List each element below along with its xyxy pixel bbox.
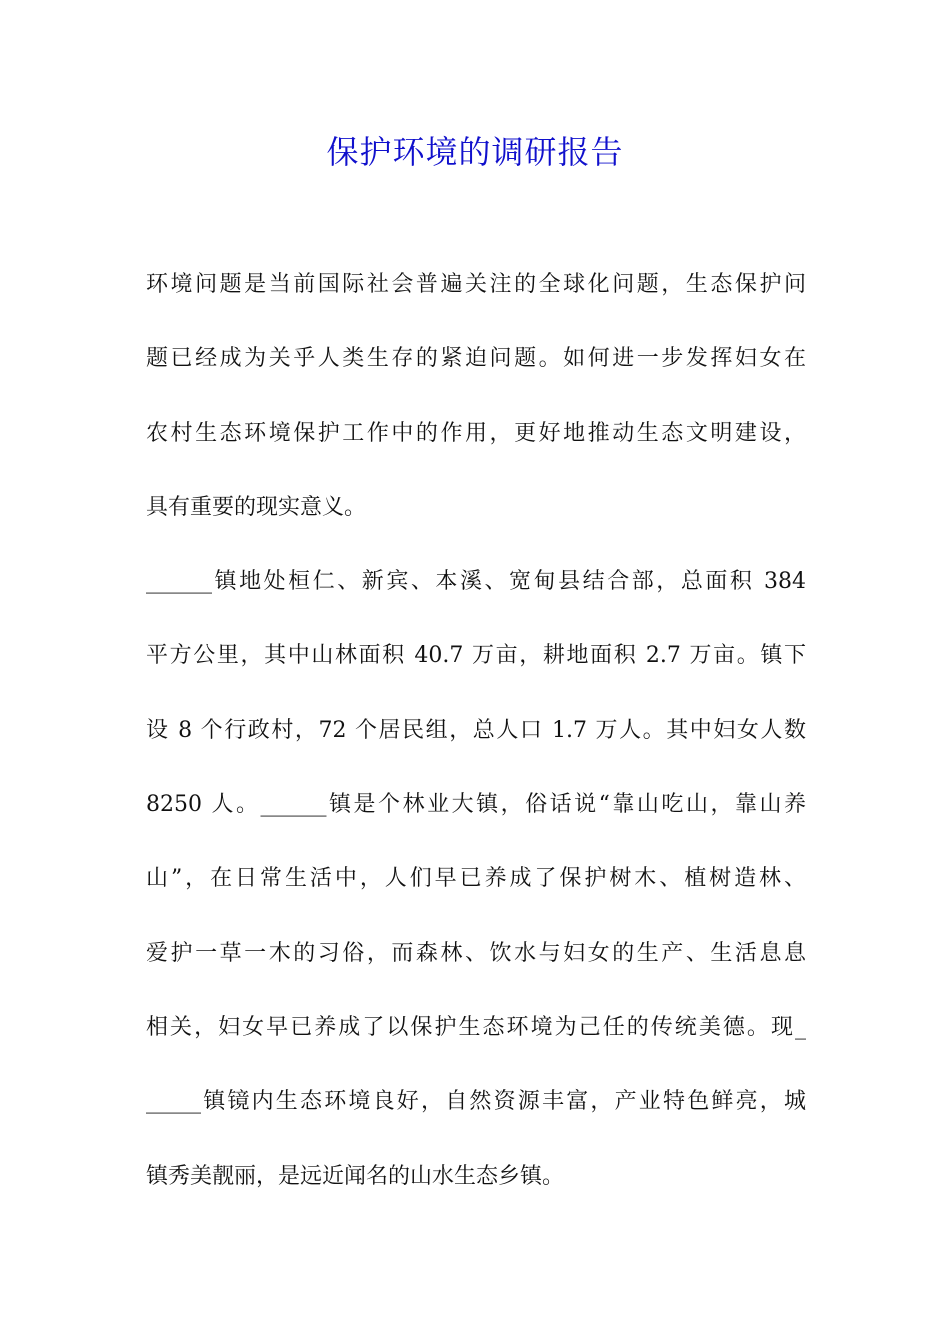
paragraph-line: _____镇镜内生态环境良好，自然资源丰富，产业特色鲜亮，城 xyxy=(146,1089,806,1115)
paragraph-line: 环境问题是当前国际社会普遍关注的全球化问题，生态保护问 xyxy=(146,272,806,297)
document-title: 保护环境的调研报告 xyxy=(326,133,624,171)
paragraph-line: 题已经成为关乎人类生存的紧迫问题。如何进一步发挥妇女在 xyxy=(146,346,806,372)
paragraph-line: 平方公里，其中山林面积 40.7 万亩，耕地面积 2.7 万亩。镇下 xyxy=(146,643,806,669)
paragraph-line: 具有重要的现实意义。 xyxy=(146,494,367,520)
paragraph-line: 镇秀美靓丽，是远近闻名的山水生态乡镇。 xyxy=(146,1163,565,1189)
paragraph-line: 农村生态环境保护工作中的作用，更好地推动生态文明建设， xyxy=(146,420,806,446)
paragraph-line: 设 8 个行政村，72 个居民组，总人口 1.7 万人。其中妇女人数 xyxy=(146,717,806,743)
paragraph-line: 8250 人。______镇是个林业大镇，俗话说“靠山吃山，靠山养 xyxy=(146,792,806,818)
paragraph-line: 山”，在日常生活中，人们早已养成了保护树木、植树造林、 xyxy=(146,866,806,892)
paragraph-line: 爱护一草一木的习俗，而森林、饮水与妇女的生产、生活息息 xyxy=(146,940,806,966)
document-body xyxy=(146,260,806,1226)
paragraph-line: ______镇地处桓仁、新宾、本溪、宽甸县结合部，总面积 384 xyxy=(146,569,806,595)
paragraph-line: 相关，妇女早已养成了以保护生态环境为己任的传统美德。现_ xyxy=(146,1014,806,1040)
